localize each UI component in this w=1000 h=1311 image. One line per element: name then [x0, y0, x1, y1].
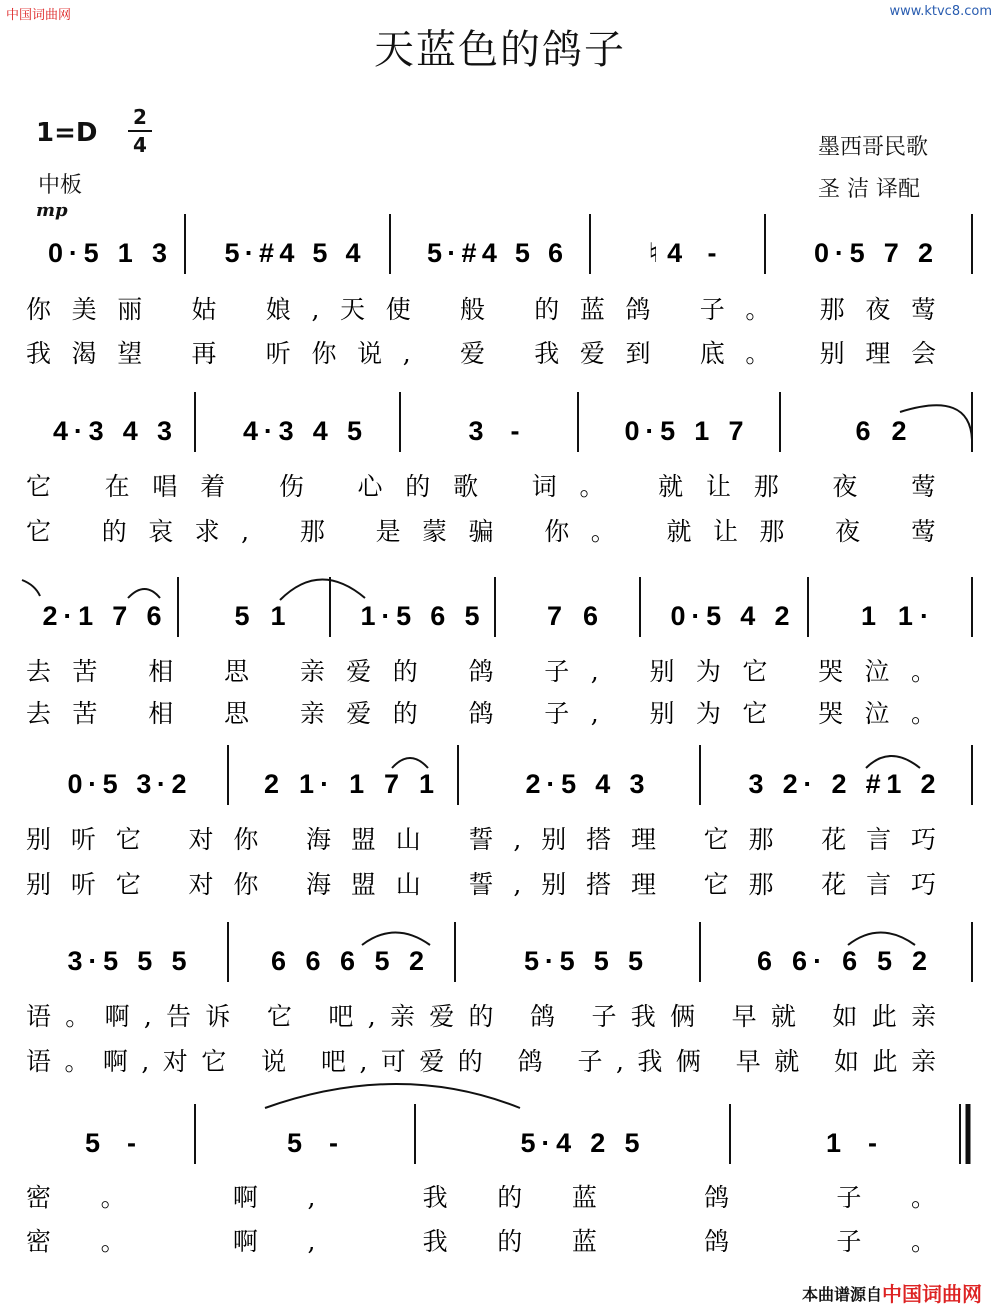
- measure-notes: 6 2: [855, 416, 907, 446]
- measure-notes: 1·5 6 5: [360, 601, 480, 631]
- slur: [362, 933, 430, 946]
- watermark-right: www.ktvc8.com: [889, 4, 992, 19]
- measure-notes: 5·#4 5 6: [427, 238, 563, 268]
- measure-notes: 6 6 6 5 2: [271, 946, 424, 976]
- measure-notes: 3 -: [468, 416, 520, 446]
- measure-notes: 0·5 1 7: [624, 416, 744, 446]
- measure-notes: 7 6: [547, 601, 598, 631]
- lyric-line: 密。 啊, 我的蓝 鸽 子。: [26, 1227, 936, 1256]
- measure-notes: 2 1· 1 7 1: [264, 769, 434, 799]
- dynamic-marking: mp: [36, 200, 68, 221]
- slur: [848, 933, 915, 946]
- slur: [280, 579, 365, 600]
- measure-notes: 6 6· 6 5 2: [757, 946, 927, 976]
- lyric-line: 语。啊,对它 说 吧,可爱的 鸽 子,我俩 早就 如此亲: [26, 1047, 936, 1076]
- measure-notes: 2·5 4 3: [525, 769, 645, 799]
- time-bottom: 4: [128, 130, 152, 158]
- slur: [900, 405, 972, 440]
- lyric-line: 它 的哀求, 那 是蒙骗 你。 就让那 夜 莺: [26, 517, 937, 546]
- key-signature: 1=D: [36, 118, 98, 148]
- lyric-line: 我渴望 再 听你说, 爱 我爱到 底。 别理会: [26, 339, 937, 368]
- measure-notes: 4·3 4 5: [243, 416, 362, 446]
- time-top: 2: [133, 105, 147, 129]
- translator-credit: 圣 洁 译配: [818, 177, 920, 202]
- slur: [22, 580, 40, 596]
- lyric-line: 它 在唱着 伤 心的歌 词。 就让那 夜 莺: [26, 472, 937, 501]
- measure-notes: 5·4 2 5: [520, 1128, 640, 1158]
- slur: [128, 589, 160, 598]
- tempo-marking: 中板: [38, 173, 83, 198]
- watermark-left: 中国词曲网: [6, 8, 72, 23]
- measure-notes: 0·5 4 2: [670, 601, 790, 631]
- measure-notes: 5 -: [85, 1128, 136, 1158]
- measure-notes: 4·3 4 3: [53, 416, 172, 446]
- measure-notes: 3·5 5 5: [67, 946, 187, 976]
- lyric-line: 别听它 对你 海盟山 誓,别搭理 它那 花言巧: [26, 870, 936, 899]
- lyric-line: 去苦 相 思 亲爱的 鸽 子, 别为它 哭泣。: [26, 657, 937, 686]
- measure-notes: 5·#4 5 4: [224, 238, 361, 268]
- lyric-line: 你美丽 姑 娘,天使 般 的蓝鸽 子。 那夜莺: [26, 295, 937, 324]
- measure-notes: 5 -: [287, 1128, 338, 1158]
- slur: [866, 756, 920, 768]
- origin-credit: 墨西哥民歌: [818, 135, 929, 160]
- measure-notes: 5 1: [234, 601, 286, 631]
- lyric-line: 密。 啊, 我的蓝 鸽 子。: [26, 1183, 936, 1212]
- slur: [392, 758, 428, 768]
- measure-notes: 0·5 1 3: [48, 238, 167, 268]
- lyric-line: 去苦 相 思 亲爱的 鸽 子, 别为它 哭泣。: [26, 699, 937, 728]
- footer-source: 本曲谱源自: [801, 1285, 882, 1304]
- measure-notes: 1 1·: [861, 601, 929, 631]
- measure-notes: 0·5 7 2: [814, 238, 933, 268]
- measure-notes: 1 -: [826, 1128, 877, 1158]
- lyric-line: 别听它 对你 海盟山 誓,别搭理 它那 花言巧: [26, 825, 936, 854]
- measure-notes: 0·5 3·2: [67, 769, 187, 799]
- lyric-line: 语。啊,告诉 它 吧,亲爱的 鸽 子我俩 早就 如此亲: [26, 1002, 937, 1031]
- measure-notes: 2·1 7 6: [42, 601, 162, 631]
- measure-notes: ♮4 -: [648, 238, 717, 268]
- footer-site: 中国词曲网: [882, 1282, 982, 1306]
- song-title: 天蓝色的鸽子: [374, 27, 626, 73]
- slur: [265, 1084, 520, 1108]
- measure-notes: 3 2· 2 #1 2: [748, 769, 936, 799]
- measure-notes: 5·5 5 5: [524, 946, 643, 976]
